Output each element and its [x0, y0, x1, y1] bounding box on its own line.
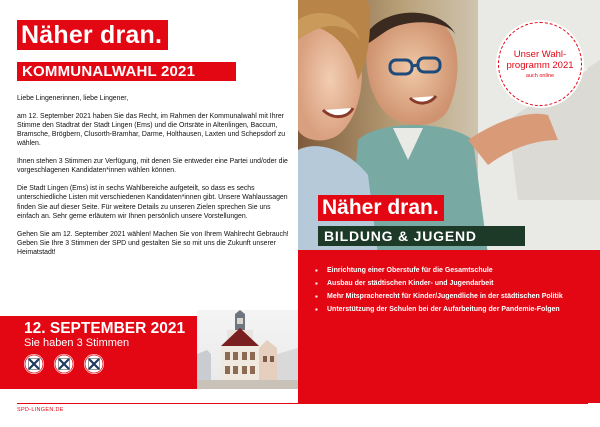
town-hall-image	[197, 310, 298, 389]
page-title: Näher dran.	[17, 20, 168, 50]
paragraph-votes: Ihnen stehen 3 Stimmen zur Verfügung, mit denen Sie entweder eine Partei und/oder die vorgeschlagenen Kandidaten*innen wählen können.	[17, 158, 288, 175]
right-panel	[298, 0, 600, 427]
section-subtitle: BILDUNG & JUGEND	[318, 226, 525, 246]
ballot-marks	[24, 354, 104, 374]
votes-note: Sie haben 3 Stimmen	[24, 337, 130, 349]
left-panel	[0, 0, 298, 427]
paragraph-election: am 12. September 2021 haben Sie das Recht, im Rahmen der Kommunalwahl mit Ihrer Stimme den Stadtrat der Stadt Lingen (Ems) und die Ortsräte in Altenlingen, Baccum, Bramsche, Brögbern, Clusorth-Bramhar, Darme, Holthausen, Laxten und Schepsdorf zu wählen.	[17, 112, 286, 148]
badge-subtitle: auch online	[525, 72, 555, 79]
election-date: 12. SEPTEMBER 2021	[24, 320, 186, 337]
list-item: ▪ Einrichtung einer Oberstufe für die Gesamtschule	[314, 266, 594, 276]
x-mark-icon	[54, 354, 74, 374]
list-item: ▪ Unterstützung der Schulen bei der Aufarbeitung der Pandemie-Folgen	[314, 305, 594, 315]
x-mark-icon	[24, 354, 44, 374]
program-badge[interactable]	[498, 22, 582, 106]
topic-list	[314, 266, 594, 318]
paragraph-greeting: Liebe Lingenerinnen, liebe Lingener,	[17, 95, 129, 102]
badge-title: Unser Wahlprogramm 2021	[506, 48, 574, 71]
footer-divider-right	[298, 403, 588, 404]
paragraph-call-to-action: Gehen Sie am 12. September 2021 wählen! Machen Sie von Ihrem Wahlrecht Gebrauch! Geben Sie Ihre 3 Stimmen der SPD und gestalten Sie so mit uns die Zukunft unserer Heimatstadt!	[17, 230, 289, 257]
x-mark-icon	[84, 354, 104, 374]
list-item: ▪ Ausbau der städtischen Kinder- und Jugendarbeit	[314, 279, 594, 289]
paragraph-districts: Die Stadt Lingen (Ems) ist in sechs Wahlbereiche aufgeteilt, so dass es sechs unterschiedliche Listen mit verschiedenen Kandidaten*innen gibt. Unsere Wahlaussagen finden Sie auf dieser Seite. Für weitere Details zu unseren Zielen sprechen Sie uns einfach an. Sehr gerne erläutern wir Ihnen persönlich unsere Vorstellungen.	[17, 185, 288, 220]
footer-url[interactable]: SPD-LINGEN.DE	[17, 407, 64, 413]
list-item: ▪ Mehr Mitspracherecht für Kinder/Jugendliche in der städtischen Politik	[314, 292, 594, 302]
intro-text	[17, 94, 292, 266]
page-subtitle: KOMMUNALWAHL 2021	[17, 62, 236, 81]
footer-divider	[17, 403, 298, 404]
section-title: Näher dran.	[318, 195, 444, 221]
